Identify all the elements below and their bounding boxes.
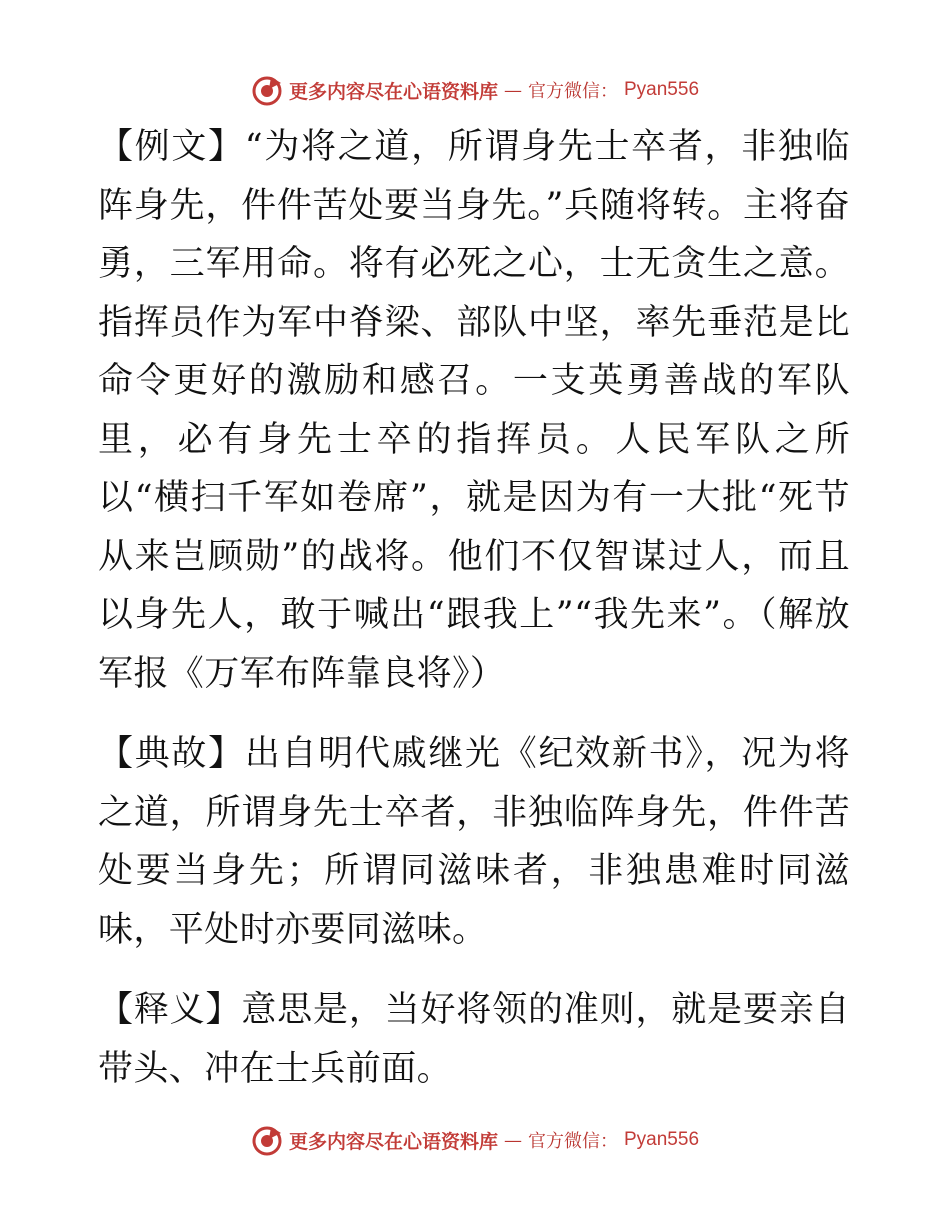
paragraph-example <box>98 118 850 703</box>
banner-main-text: 更多内容尽在心语资料库 <box>288 1130 498 1153</box>
paragraph-tag: 【典故】 <box>98 734 245 774</box>
paragraph-text: 意思是，当好将领的准则，就是要亲自带头、冲在士兵前面。 <box>98 990 850 1089</box>
banner-sub-text: 官方微信： <box>528 1131 618 1152</box>
footer-banner <box>0 1123 950 1157</box>
header-banner <box>0 73 950 107</box>
paragraph-meaning <box>98 981 850 1098</box>
resource-logo-icon <box>251 1124 283 1156</box>
paragraph-text: “为将之道，所谓身先士卒者，非独临阵身先，件件苦处要当身先。”兵随将转。主将奋勇，三军用命。将有必死之心，士无贪生之意。指挥员作为军中脊梁、部队中坚，率先垂范是比命令更好的激励和感召。一支英勇善战的军队里，必有身先士卒的指挥员。人民军队之所以“横扫千军如卷席”，就是因为有一大批“死节从来岂顾勋”的战将。他们不仅智谋过人，而且以身先人，敢于喊出“跟我上”“我先来”。（解放军报《万军布阵靠良将》） <box>98 127 850 694</box>
paragraph-tag: 【释义】 <box>98 990 242 1030</box>
banner-sub-text: 官方微信： <box>528 81 618 102</box>
banner-dash: — <box>504 1129 522 1151</box>
banner-wechat-id: Pyan556 <box>624 1129 700 1150</box>
paragraph-text: 出自明代戚继光《纪效新书》，况为将之道，所谓身先士卒者，非独临阵身先，件件苦处要当身先；所谓同滋味者，非独患难时同滋味，平处时亦要同滋味。 <box>98 734 850 950</box>
banner-main-text: 更多内容尽在心语资料库 <box>288 80 498 103</box>
document-body <box>98 118 850 1098</box>
banner-dash: — <box>504 79 522 101</box>
banner-wechat-id: Pyan556 <box>624 79 700 100</box>
paragraph-tag: 【例文】 <box>98 127 245 167</box>
resource-logo-icon <box>251 74 283 106</box>
paragraph-allusion <box>98 725 850 959</box>
